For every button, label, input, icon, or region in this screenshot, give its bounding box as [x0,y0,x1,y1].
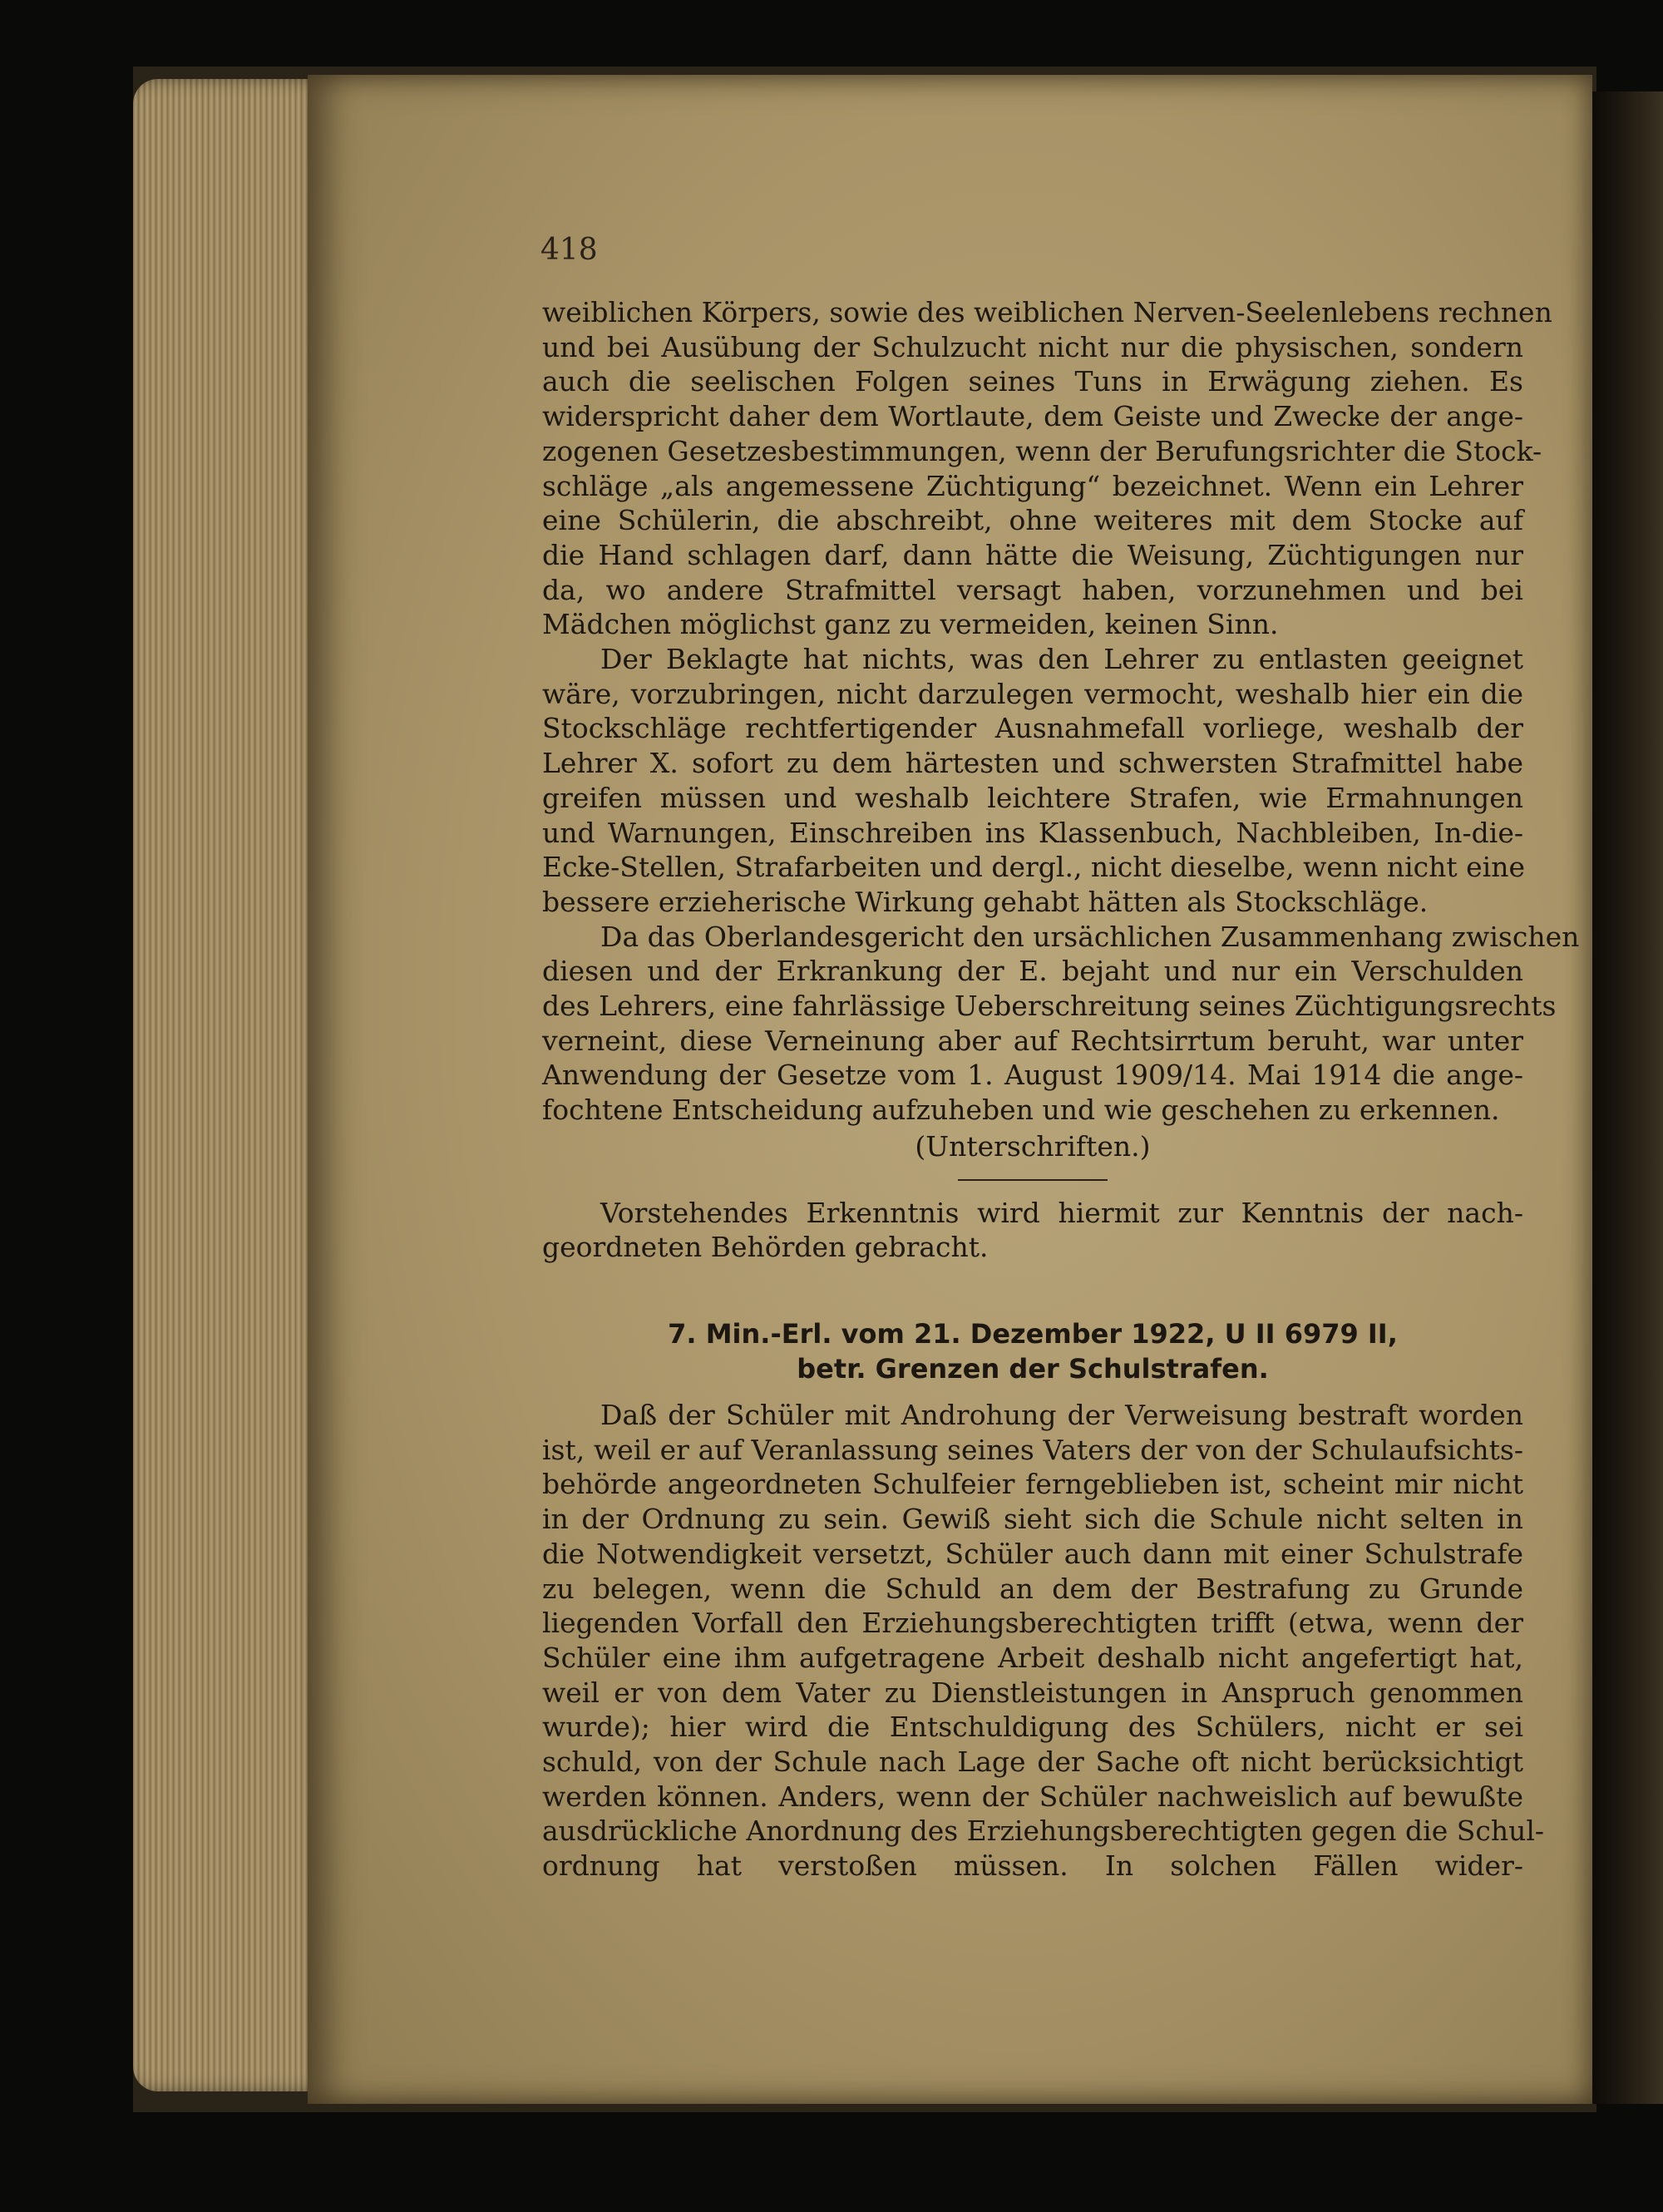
page-text [542,295,1580,1884]
separator-rule [958,1179,1108,1181]
text-line: Lehrer X. sofort zu dem härtesten und schwersten Strafmittel habe [542,747,1523,780]
heading-line: 7. Min.-Erl. vom 21. Dezember 1922, U II 6979 II, [668,1317,1398,1350]
text-line: eine Schülerin, die abschreibt, ohne weiteres mit dem Stocke auf [542,504,1523,537]
text-line: weiblichen Körpers, sowie des weiblichen Nerven-Seelenlebens rechnen [542,296,1552,328]
text-line: wäre, vorzubringen, nicht darzulegen vermocht, weshalb hier ein die [542,677,1523,710]
text-line: behörde angeordneten Schulfeier ferngeblieben ist, scheint mir nicht [542,1468,1523,1501]
text-line: zogenen Gesetzesbestimmungen, wenn der Berufungsrichter die Stock- [542,434,1542,467]
text-line: weil er von dem Vater zu Dienstleistungen in Anspruch genommen [542,1676,1523,1709]
text-line: Anwendung der Gesetze vom 1. August 1909/14. Mai 1914 die ange- [542,1059,1523,1092]
text-line: die Notwendigkeit versetzt, Schüler auch dann mit einer Schulstrafe [542,1537,1523,1570]
text-line: ausdrückliche Anordnung des Erziehungsberechtigten gegen die Schul- [542,1815,1545,1848]
text-line: greifen müssen und weshalb leichtere Strafen, wie Ermahnungen [542,781,1523,814]
text-line: schläge „als angemessene Züchtigung“ bezeichnet. Wenn ein Lehrer [542,469,1523,502]
text-line: fochtene Entscheidung aufzuheben und wie geschehen zu erkennen. [542,1094,1500,1127]
text-line: verneint, diese Verneinung aber auf Rechtsirrtum beruht, war unter [542,1024,1523,1057]
text-line: zu belegen, wenn die Schuld an dem der Bestrafung zu Grunde [542,1572,1523,1605]
text-line: Mädchen möglichst ganz zu vermeiden, keinen Sinn. [542,608,1279,641]
text-line: Der Beklagte hat nichts, was den Lehrer zu entlasten geeignet [600,643,1523,676]
text-line: auch die seelischen Folgen seines Tuns in Erwägung ziehen. Es [542,365,1523,398]
text-line: Stockschläge rechtfertigender Ausnahmefall vorliege, weshalb der [542,712,1523,745]
paragraph-erlass [542,1398,1545,1884]
text-line: diesen und der Erkrankung der E. bejaht und nur ein Verschulden [542,955,1523,988]
text-line: liegenden Vorfall den Erziehungsberechtigten trifft (etwa, wenn der [542,1607,1523,1640]
text-line: und bei Ausübung der Schulzucht nicht nur die physischen, sondern [542,330,1523,363]
text-line: und Warnungen, Einschreiben ins Klassenbuch, Nachbleiben, In-die- [542,816,1523,849]
text-line: widerspricht daher dem Wortlaute, dem Geiste und Zwecke der ange- [542,400,1523,433]
text-line: Ecke-Stellen, Strafarbeiten und dergl., nicht dieselbe, wenn nicht eine [542,851,1526,884]
text-line: die Hand schlagen darf, dann hätte die Weisung, Züchtigungen nur [542,538,1523,571]
page-number: 418 [540,233,598,267]
signature-line: (Unterschriften.) [915,1129,1151,1163]
text-line: geordneten Behörden gebracht. [542,1231,989,1264]
notice-paragraph [542,1196,1523,1265]
text-line: Da das Oberlandesgericht den ursächlichen Zusammenhang zwischen [600,920,1580,953]
paragraph-oberlandesgericht [542,920,1580,1128]
text-line: in der Ordnung zu sein. Gewiß sieht sich die Schule nicht selten in [542,1503,1523,1536]
text-line: da, wo andere Strafmittel versagt haben, vorzunehmen und bei [542,573,1523,606]
text-line: des Lehrers, eine fahrlässige Ueberschreitung seines Züchtigungsrechts [542,990,1557,1023]
text-line: bessere erzieherische Wirkung gehabt hätten als Stockschläge. [542,885,1429,918]
text-line: werden können. Anders, wenn der Schüler nachweislich auf bewußte [542,1780,1523,1813]
facing-page-edge [1592,91,1663,2104]
text-line: Schüler eine ihm aufgetragene Arbeit deshalb nicht angefertigt hat, [542,1641,1523,1674]
text-line: Daß der Schüler mit Androhung der Verweisung bestraft worden [600,1398,1523,1431]
paragraph-continuation [542,295,1552,642]
section-heading [542,1316,1523,1386]
text-line: wurde); hier wird die Entschuldigung des Schülers, nicht er sei [542,1711,1523,1744]
heading-line: betr. Grenzen der Schulstrafen. [797,1352,1269,1385]
page-edges [133,79,324,2091]
text-line: ordnung hat verstoßen müssen. In solchen Fällen wider- [542,1849,1523,1883]
paragraph-beklagte [542,642,1526,920]
text-line: Vorstehendes Erkenntnis wird hiermit zur Kenntnis der nach- [600,1196,1523,1229]
text-line: schuld, von der Schule nach Lage der Sache oft nicht berücksichtigt [542,1745,1523,1779]
text-line: ist, weil er auf Veranlassung seines Vaters der von der Schulaufsichts- [542,1433,1523,1466]
